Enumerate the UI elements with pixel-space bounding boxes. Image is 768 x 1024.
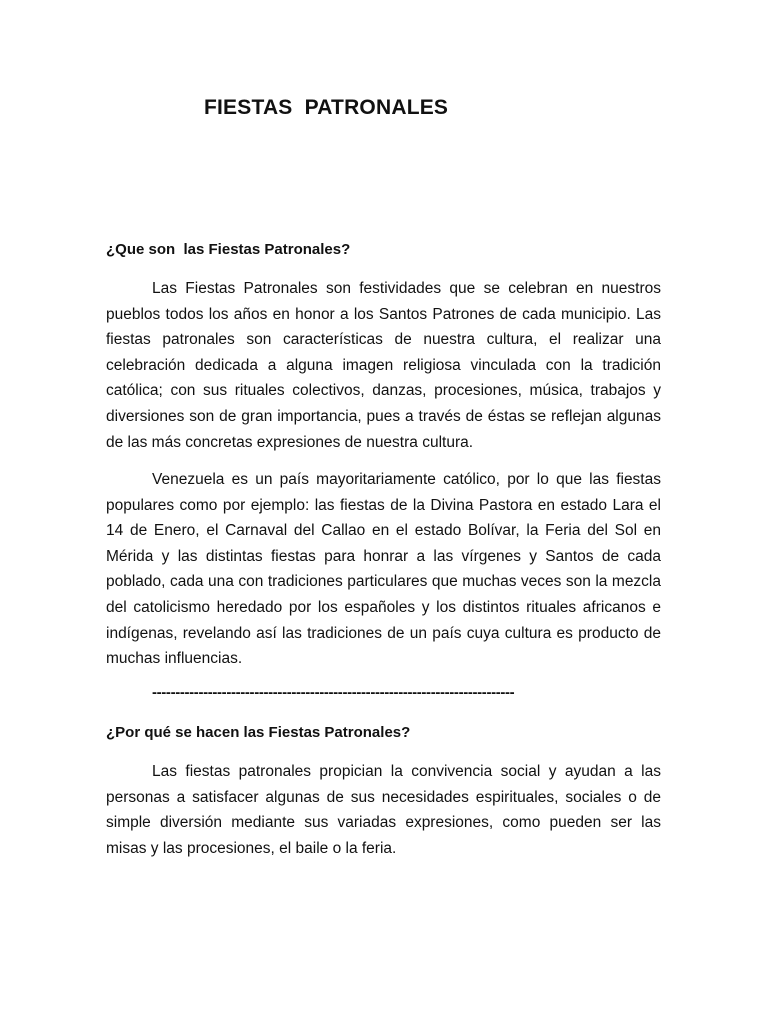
section-heading-por-que: ¿Por qué se hacen las Fiestas Patronales? (106, 724, 411, 741)
paragraph-definicion: Las Fiestas Patronales son festividades que se celebran en nuestros pueblos todos los años en honor a los Santos Patrones de cada municipio. Las fiestas patronales son características de nuestra cultura, el realizar una celebración dedicada a alguna imagen religiosa vinculada con la tradición católica; con sus rituales colectivos, danzas, procesiones, música, trabajos y diversiones son de gran importancia, pues a través de éstas se reflejan algunas de las más concretas expresiones de nuestra cultura. (106, 280, 661, 451)
dashed-separator: ------------------------------------------------------------------------------ (152, 684, 515, 701)
document-title: FIESTAS PATRONALES (204, 96, 449, 119)
section-heading-que-son: ¿Que son las Fiestas Patronales? (106, 241, 351, 258)
paragraph-convivencia: Las fiestas patronales propician la convivencia social y ayudan a las personas a satisfacer algunas de sus necesidades espirituales, sociales o de simple diversión mediante sus variadas expresiones, como pueden ser las misas y las procesiones, el baile o la feria. (106, 763, 661, 857)
paragraph-venezuela: Venezuela es un país mayoritariamente católico, por lo que las fiestas populares como por ejemplo: las fiestas de la Divina Pastora en estado Lara el 14 de Enero, el Carnaval del Callao en el estado Bolívar, la Feria del Sol en Mérida y las distintas fiestas para honrar a las vírgenes y Santos de cada poblado, cada una con tradiciones particulares que muchas veces son la mezcla del catolicismo heredado por los españoles y los distintos rituales africanos e indígenas, revelando así las tradiciones de un país cuya cultura es producto de muchas influencias. (106, 471, 661, 668)
